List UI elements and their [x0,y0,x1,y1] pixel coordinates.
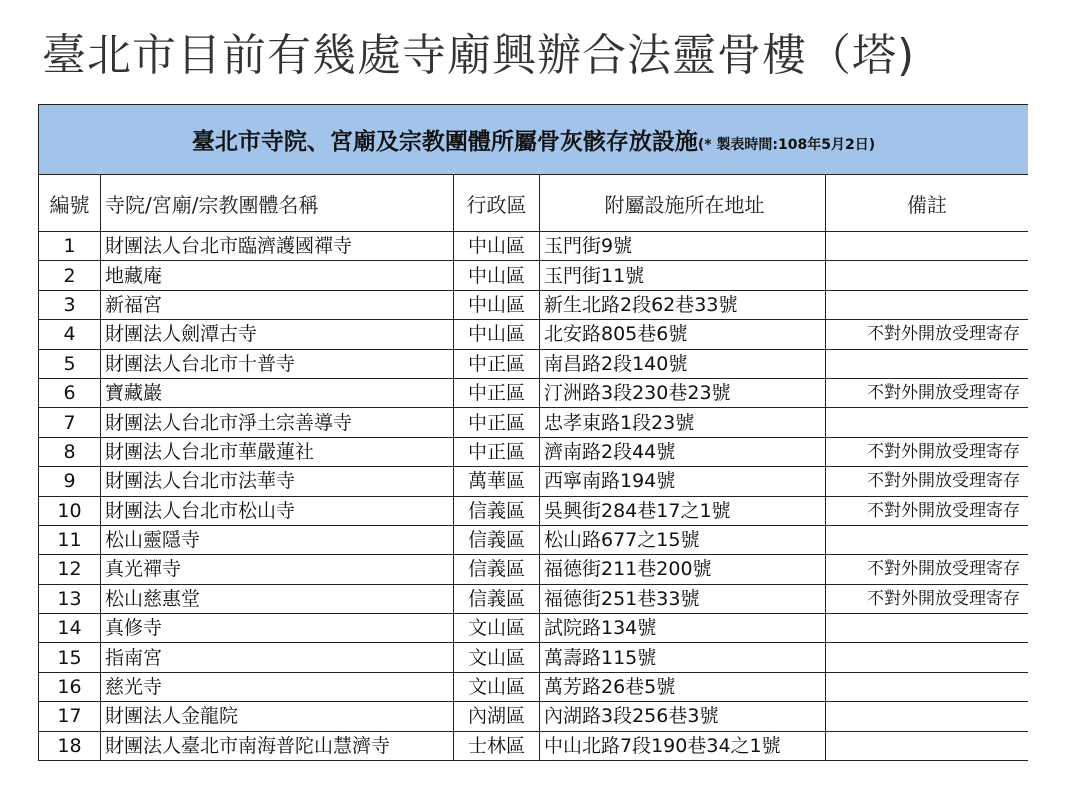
cell-district: 中正區 [454,349,540,378]
table-row [39,702,1029,731]
cell-district: 萬華區 [454,467,540,496]
table-row [39,584,1029,613]
cell-address: 北安路805巷6號 [540,320,826,349]
cell-district: 中正區 [454,378,540,407]
cell-note [826,261,1029,290]
cell-address: 新生北路2段62巷33號 [540,290,826,319]
cell-address: 萬壽路115號 [540,643,826,672]
cell-district: 中山區 [454,261,540,290]
cell-district: 內湖區 [454,702,540,731]
cell-name: 指南宮 [101,643,454,672]
table-row [39,555,1029,584]
cell-address: 西寧南路194號 [540,467,826,496]
cell-district: 信義區 [454,525,540,554]
table-caption [39,105,1029,175]
page-title: 臺北市目前有幾處寺廟興辦合法靈骨樓（塔) [42,30,916,81]
cell-address: 松山路677之15號 [540,525,826,554]
cell-district: 文山區 [454,672,540,701]
cell-note: 不對外開放受理寄存 [826,467,1029,496]
cell-name: 財團法人金龍院 [101,702,454,731]
cell-note [826,525,1029,554]
cell-no: 8 [39,437,101,466]
table-row [39,232,1029,261]
cell-address: 福德街251巷33號 [540,584,826,613]
cell-district: 士林區 [454,731,540,760]
cell-address: 忠孝東路1段23號 [540,408,826,437]
cell-no: 9 [39,467,101,496]
cell-no: 7 [39,408,101,437]
table-row [39,614,1029,643]
cell-name: 寶藏巖 [101,378,454,407]
cell-address: 南昌路2段140號 [540,349,826,378]
cell-no: 1 [39,232,101,261]
table-row [39,643,1029,672]
column-header-name: 寺院/宮廟/宗教團體名稱 [101,175,454,232]
cell-note [826,643,1029,672]
cell-note: 不對外開放受理寄存 [826,584,1029,613]
cell-address: 福德街211巷200號 [540,555,826,584]
cell-note [826,290,1029,319]
table-row [39,467,1029,496]
cell-name: 財團法人台北市華嚴蓮社 [101,437,454,466]
cell-address: 萬芳路26巷5號 [540,672,826,701]
cell-note [826,408,1029,437]
cell-note [826,614,1029,643]
cell-address: 試院路134號 [540,614,826,643]
table-row [39,672,1029,701]
cell-no: 6 [39,378,101,407]
cell-name: 財團法人劍潭古寺 [101,320,454,349]
cell-name: 新福宮 [101,290,454,319]
caption-text: 臺北市寺院、宮廟及宗教團體所屬骨灰骸存放設施 [191,129,698,155]
cell-name: 財團法人台北市法華寺 [101,467,454,496]
cell-name: 財團法人台北市松山寺 [101,496,454,525]
cell-name: 真光禪寺 [101,555,454,584]
cell-address: 中山北路7段190巷34之1號 [540,731,826,760]
cell-district: 文山區 [454,643,540,672]
facilities-table [38,104,1028,761]
cell-name: 松山慈惠堂 [101,584,454,613]
cell-note: 不對外開放受理寄存 [826,320,1029,349]
cell-no: 11 [39,525,101,554]
column-header-note: 備註 [826,175,1029,232]
cell-note: 不對外開放受理寄存 [826,378,1029,407]
cell-district: 中山區 [454,320,540,349]
cell-district: 中山區 [454,232,540,261]
cell-no: 5 [39,349,101,378]
cell-no: 18 [39,731,101,760]
caption-row [39,105,1029,175]
cell-note: 不對外開放受理寄存 [826,437,1029,466]
column-header-no: 編號 [39,175,101,232]
cell-district: 中正區 [454,437,540,466]
cell-district: 信義區 [454,584,540,613]
caption-note: (* 製表時間:108年5月2日) [697,137,876,153]
table-row [39,525,1029,554]
cell-no: 16 [39,672,101,701]
cell-name: 財團法人台北市淨土宗善導寺 [101,408,454,437]
cell-no: 14 [39,614,101,643]
cell-note: 不對外開放受理寄存 [826,555,1029,584]
facilities-table-container [38,104,1028,800]
cell-district: 信義區 [454,555,540,584]
table-row [39,496,1029,525]
cell-name: 財團法人台北市臨濟護國禪寺 [101,232,454,261]
cell-address: 玉門街9號 [540,232,826,261]
cell-no: 4 [39,320,101,349]
cell-name: 慈光寺 [101,672,454,701]
cell-note [826,672,1029,701]
cell-address: 汀洲路3段230巷23號 [540,378,826,407]
table-row [39,261,1029,290]
table-row [39,408,1029,437]
cell-note [826,232,1029,261]
cell-no: 3 [39,290,101,319]
cell-no: 2 [39,261,101,290]
cell-address: 玉門街11號 [540,261,826,290]
table-row [39,378,1029,407]
table-row [39,290,1029,319]
cell-note [826,702,1029,731]
cell-no: 13 [39,584,101,613]
cell-district: 中山區 [454,290,540,319]
table-row [39,437,1029,466]
table-row [39,349,1029,378]
cell-name: 真修寺 [101,614,454,643]
cell-note: 不對外開放受理寄存 [826,496,1029,525]
column-header-district: 行政區 [454,175,540,232]
table-body [39,105,1029,761]
cell-name: 財團法人台北市十普寺 [101,349,454,378]
cell-district: 文山區 [454,614,540,643]
cell-name: 松山靈隱寺 [101,525,454,554]
cell-no: 12 [39,555,101,584]
cell-note [826,349,1029,378]
column-header-address: 附屬設施所在地址 [540,175,826,232]
table-row [39,731,1029,760]
cell-name: 地藏庵 [101,261,454,290]
cell-name: 財團法人臺北市南海普陀山慧濟寺 [101,731,454,760]
cell-no: 15 [39,643,101,672]
cell-no: 17 [39,702,101,731]
cell-district: 信義區 [454,496,540,525]
cell-no: 10 [39,496,101,525]
cell-address: 濟南路2段44號 [540,437,826,466]
cell-note [826,731,1029,760]
cell-address: 內湖路3段256巷3號 [540,702,826,731]
cell-address: 吳興街284巷17之1號 [540,496,826,525]
table-row [39,320,1029,349]
header-row [39,175,1029,232]
cell-district: 中正區 [454,408,540,437]
